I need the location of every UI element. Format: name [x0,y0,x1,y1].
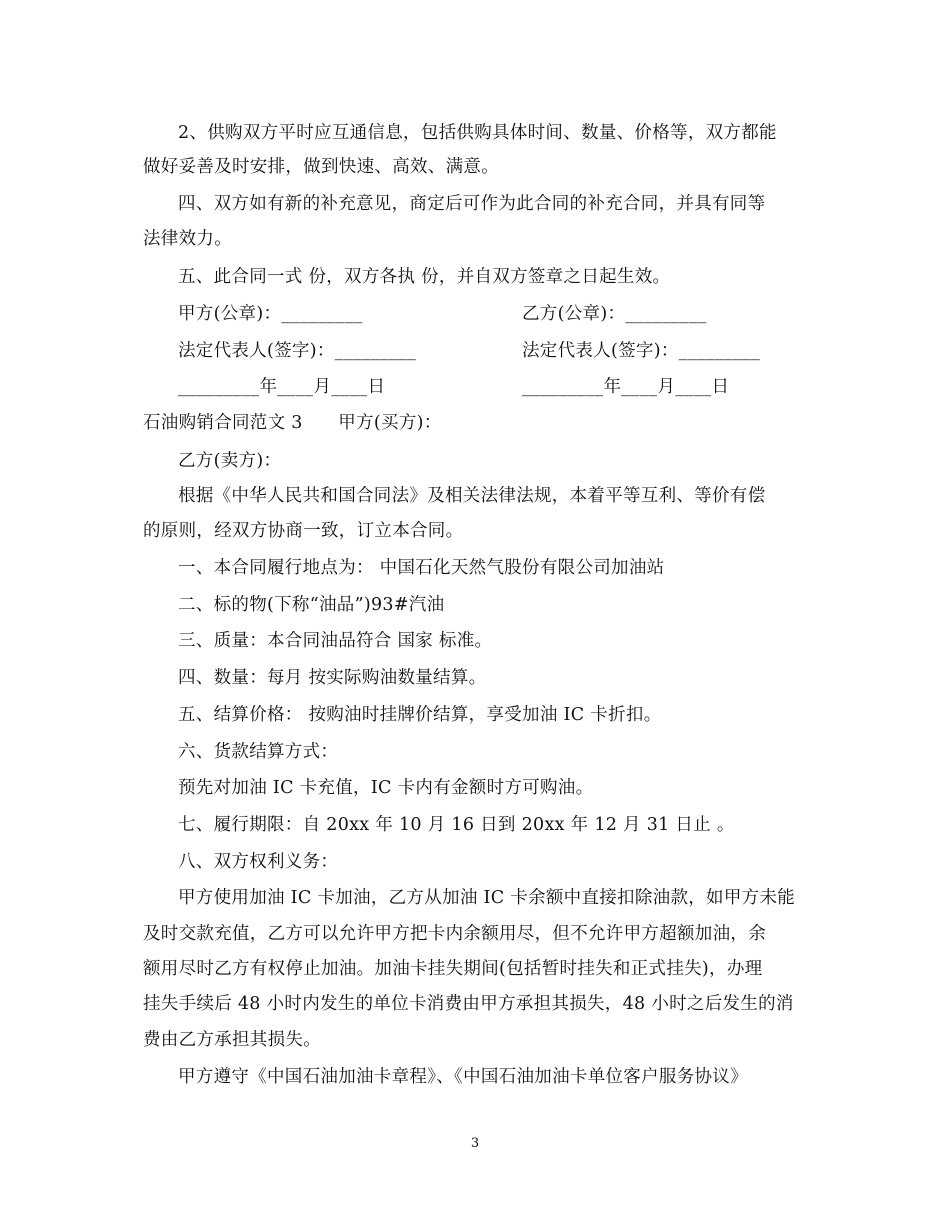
paragraph-line: 四、双方如有新的补充意见，商定后可作为此合同的补充合同，并具有同等 [178,194,766,214]
clause-line: 五、结算价格： 按购油时挂牌价结算，享受加油 IC 卡折扣。 [178,705,662,725]
clause-line: 三、质量：本合同油品符合 国家 标准。 [178,631,493,651]
paragraph-line: 的原则，经双方协商一致，订立本合同。 [143,521,464,541]
paragraph-line: 费由乙方承担其损失。 [143,1030,321,1050]
paragraph-line: 挂失手续后 48 小时内发生的单位卡消费由甲方承担其损失，48 小时之后发生的消 [143,994,794,1014]
clause-line: 八、双方权利义务： [178,852,339,872]
paragraph-line: 法律效力。 [143,229,232,249]
party-b-representative-line: 法定代表人(签字)：_________ [522,341,761,361]
paragraph-line: 根据《中华人民共和国合同法》及相关法律法规，本着平等互利、等价有偿 [178,486,766,506]
contract-title-line: 石油购销合同范文 3 甲方(买方)： [143,413,442,433]
clause-line: 六、货款结算方式： [178,742,339,762]
clause-line: 四、数量：每月 按实际购油数量结算。 [178,668,487,688]
clause-line: 七、履行期限：自 20xx 年 10 月 16 日到 20xx 年 12 月 31 日止 。 [178,815,735,835]
paragraph-line: 2、供购双方平时应互通信息，包括供购具体时间、数量、价格等，双方都能 [178,123,777,143]
clause-line: 二、标的物(下称“油品”)93#汽油 [178,595,445,615]
party-a-seal-line: 甲方(公章)：_________ [178,304,363,324]
paragraph-line: 甲方使用加油 IC 卡加油，乙方从加油 IC 卡余额中直接扣除油款，如甲方未能 [178,888,796,908]
clause-line: 一、本合同履行地点为： 中国石化天然气股份有限公司加油站 [178,558,665,578]
paragraph-line: 甲方遵守《中国石油加油卡章程》、《中国石油加油卡单位客户服务协议》 [178,1067,748,1087]
party-a-representative-line: 法定代表人(签字)：_________ [178,341,417,361]
clause-line: 预先对加油 IC 卡充值，IC 卡内有金额时方可购油。 [178,778,594,798]
paragraph-line: 及时交款充值，乙方可以允许甲方把卡内余额用尽，但不允许甲方超额加油，余 [143,924,766,944]
paragraph-line: 做好妥善及时安排，做到快速、高效、满意。 [143,157,499,177]
paragraph-line: 五、此合同一式 份，双方各执 份，并自双方签章之日起生效。 [178,267,671,287]
party-b-seal-line: 乙方(公章)：_________ [522,304,707,324]
page-number: 3 [470,1136,480,1151]
party-b-date-line: _________年____月____日 [522,377,730,397]
paragraph-line: 额用尽时乙方有权停止加油。加油卡挂失期间(包括暂时挂失和正式挂失)，办理 [143,959,763,979]
seller-line: 乙方(卖方)： [178,451,282,471]
party-a-date-line: _________年____月____日 [178,377,386,397]
